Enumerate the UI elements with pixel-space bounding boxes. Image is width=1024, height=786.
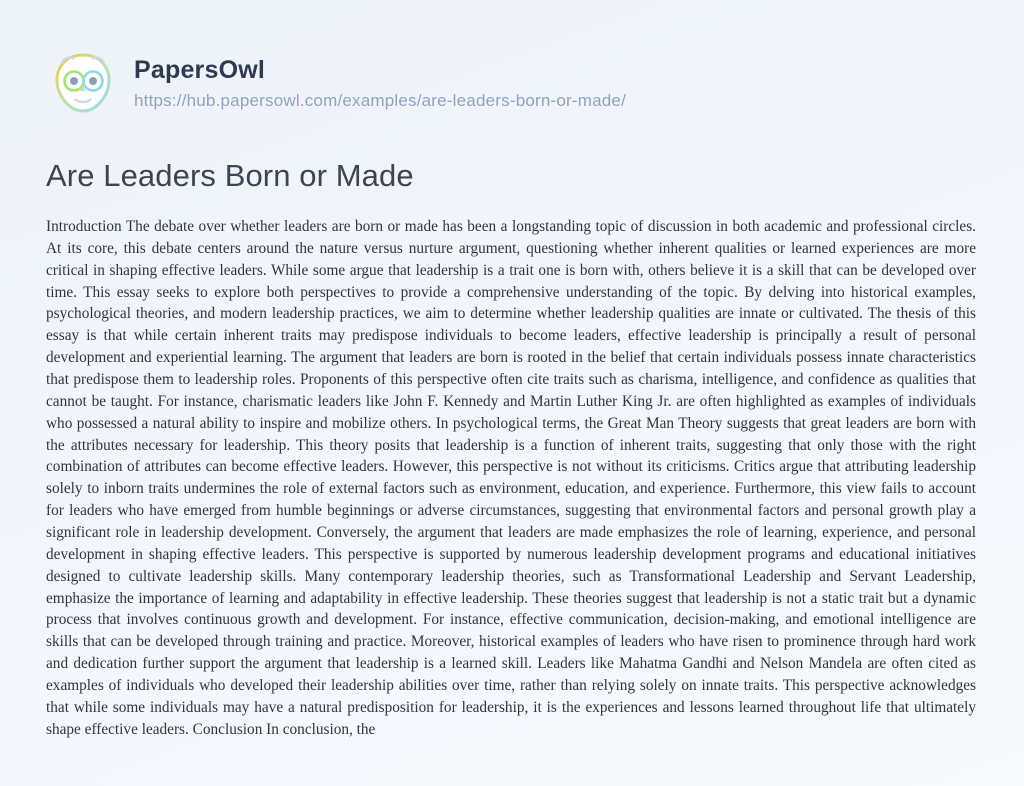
- brand-block: [134, 56, 626, 111]
- brand-name: PapersOwl: [134, 55, 266, 84]
- owl-logo-icon: [50, 50, 116, 116]
- source-url-link[interactable]: https://hub.papersowl.com/examples/are-leaders-born-or-made/: [134, 90, 627, 110]
- site-header: [44, 0, 980, 116]
- page-title: Are Leaders Born or Made: [46, 158, 414, 193]
- essay-body-text: Introduction The debate over whether leaders are born or made has been a longstanding topic of discussion in both academic and professional circles. At its core, this debate centers around the nature versus nurture argument, questioning whether inherent qualities or learned experiences are more critical in shaping effective leaders. While some argue that leadership is a trait one is born with, others believe it is a skill that can be developed over time. This essay seeks to explore both perspectives to provide a comprehensive understanding of the topic. By delving into historical examples, psychological theories, and modern leadership practices, we aim to determine whether leadership qualities are innate or cultivated. The thesis of this essay is that while certain inherent traits may predispose individuals to become leaders, effective leadership is principally a result of personal development and experiential learning. The argument that leaders are born is rooted in the belief that certain individuals possess innate characteristics that predispose them to leadership roles. Proponents of this perspective often cite traits such as charisma, intelligence, and confidence as qualities that cannot be taught. For instance, charismatic leaders like John F. Kennedy and Martin Luther King Jr. are often highlighted as examples of individuals who possessed a natural ability to inspire and mobilize others. In psychological terms, the Great Man Theory suggests that great leaders are born with the attributes necessary for leadership. This theory posits that leadership is a function of inherent traits, suggesting that only those with the right combination of attributes can become effective leaders. However, this perspective is not without its criticisms. Critics argue that attributing leadership solely to inborn traits undermines the role of external factors such as environment, education, and experience. Furthermore, this view fails to account for leaders who have emerged from humble beginnings or adverse circumstances, suggesting that environmental factors and personal growth play a significant role in leadership development. Conversely, the argument that leaders are made emphasizes the role of learning, experience, and personal development in shaping effective leaders. This perspective is supported by numerous leadership development programs and educational initiatives designed to cultivate leadership skills. Many contemporary leadership theories, such as Transformational Leadership and Servant Leadership, emphasize the importance of learning and adaptability in effective leadership. These theories suggest that leadership is not a static trait but a dynamic process that involves continuous growth and development. For instance, effective communication, decision-making, and emotional intelligence are skills that can be developed through training and practice. Moreover, historical examples of leaders who have risen to prominence through hard work and dedication further support the argument that leadership is a learned skill. Leaders like Mahatma Gandhi and Nelson Mandela are often cited as examples of individuals who developed their leadership abilities over time, rather than relying solely on innate traits. This perspective acknowledges that while some individuals may have a natural predisposition for leadership, it is the experiences and lessons learned throughout life that ultimately shape effective leaders. Conclusion In conclusion, the: [46, 218, 976, 738]
